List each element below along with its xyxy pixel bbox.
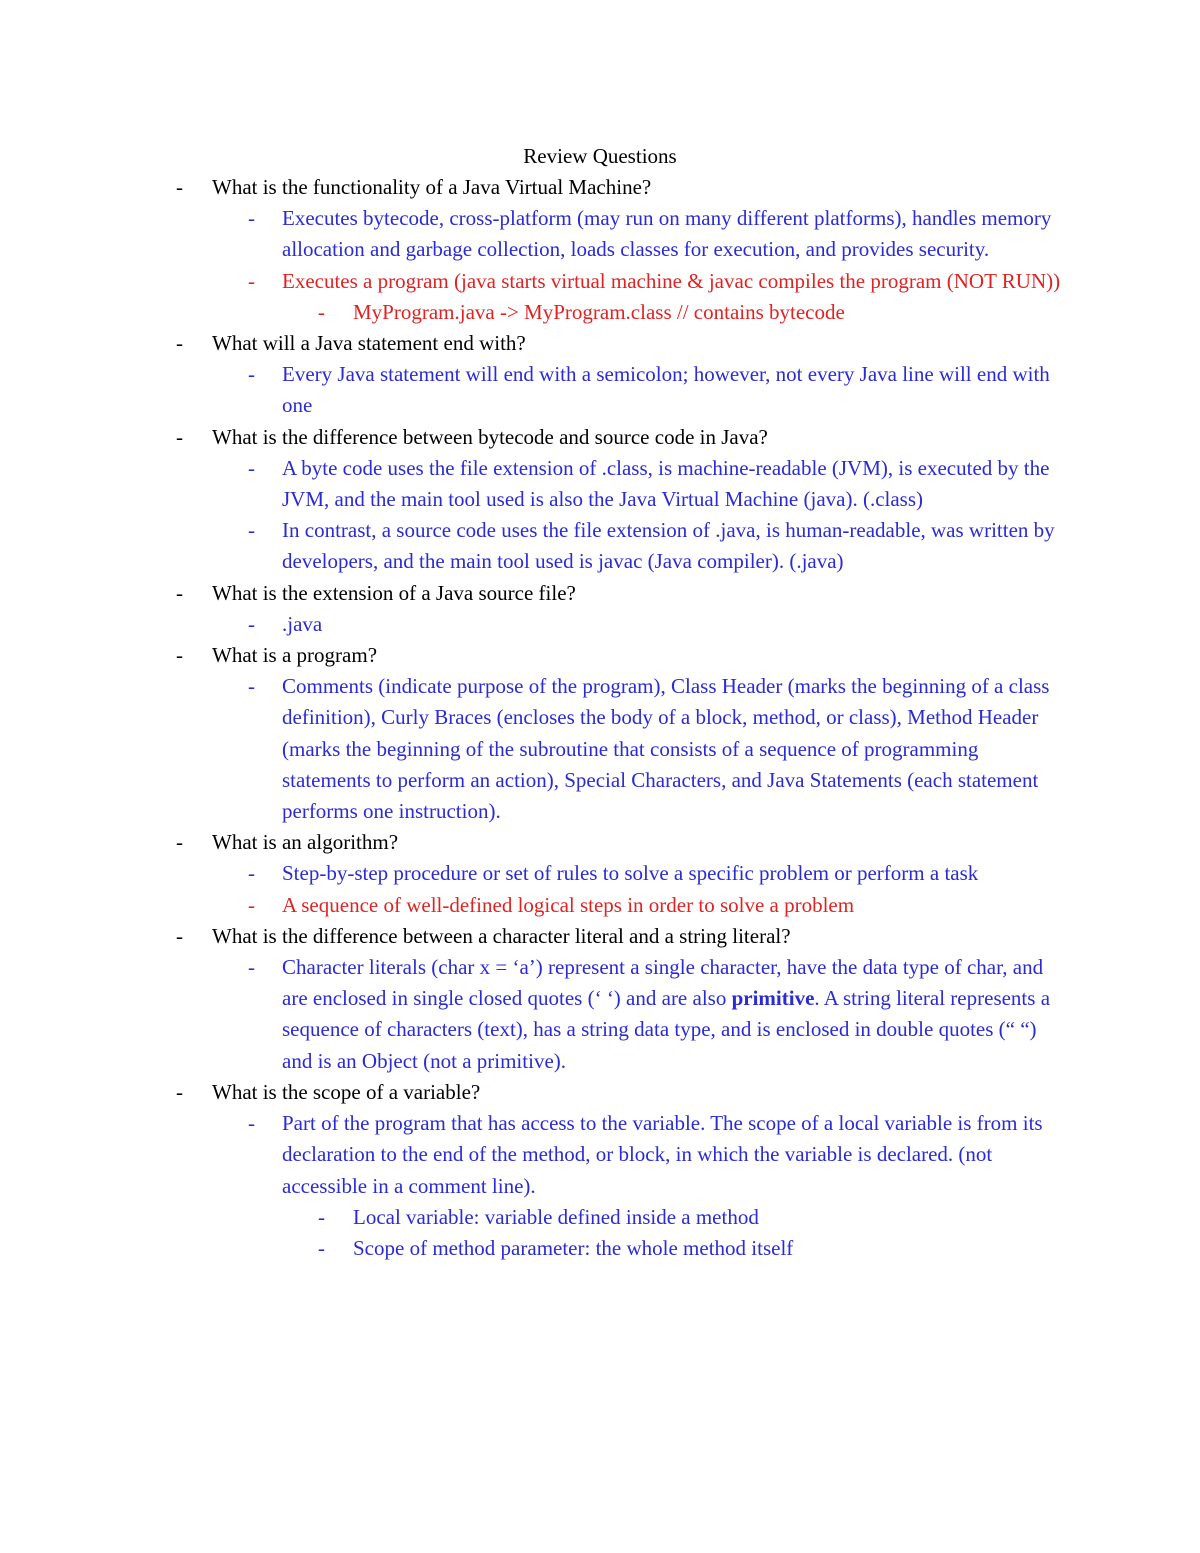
bullet-dash: - bbox=[248, 362, 255, 387]
answer-text: Part of the program that has access to the variable. The scope of a local variable is from its declaration to the end of the method, or block, in which the variable is declared. (not accessible in a comment line). bbox=[282, 1111, 1043, 1198]
question-literals bbox=[0, 921, 1072, 952]
question-text: What is the difference between a character literal and a string literal? bbox=[212, 923, 791, 948]
bullet-dash: - bbox=[248, 955, 255, 980]
bullet-dash: - bbox=[248, 518, 255, 543]
question-extension bbox=[0, 578, 1072, 609]
answer-jvm-1 bbox=[0, 203, 1072, 265]
answer-scope-sub-2 bbox=[0, 1233, 1073, 1264]
answer-bold-term: primitive bbox=[731, 986, 815, 1011]
bullet-dash: - bbox=[176, 580, 183, 605]
question-text: What is the scope of a variable? bbox=[212, 1079, 481, 1104]
bullet-dash: - bbox=[318, 1235, 325, 1260]
answer-text: A sequence of well-defined logical steps in order to solve a problem bbox=[282, 892, 855, 917]
question-algorithm bbox=[0, 827, 1072, 858]
bullet-dash: - bbox=[248, 892, 255, 917]
question-bytecode-source bbox=[0, 422, 1072, 453]
bullet-dash: - bbox=[176, 643, 183, 668]
answer-jvm-2-sub bbox=[0, 297, 1073, 328]
answer-algorithm-2 bbox=[0, 890, 1072, 921]
bullet-dash: - bbox=[248, 268, 255, 293]
bullet-dash: - bbox=[176, 923, 183, 948]
answer-text: Every Java statement will end with a semicolon; however, not every Java line will end with one bbox=[282, 362, 1050, 418]
answer-text: .java bbox=[282, 611, 323, 636]
answer-text: Scope of method parameter: the whole method itself bbox=[353, 1235, 794, 1260]
answer-text: Executes a program (java starts virtual machine & javac compiles the program (NOT RUN)) bbox=[282, 268, 1061, 293]
bullet-dash: - bbox=[248, 611, 255, 636]
question-statement-end bbox=[0, 328, 1072, 359]
bullet-dash: - bbox=[318, 1204, 325, 1229]
answer-text: A byte code uses the file extension of .class, is machine-readable (JVM), is executed by the JVM, and the main tool used is also the Java Virtual Machine (java). (.class) bbox=[282, 455, 1050, 512]
bullet-dash: - bbox=[176, 424, 183, 449]
question-program bbox=[0, 640, 1072, 671]
answer-text: Comments (indicate purpose of the program), Class Header (marks the beginning of a class definition), Curly Braces (encloses the body of a block, method, or class), Method Header (marks the beginning of the subroutine that consists of a sequence of programming statements to perform an action), Special Characters, and Java Statements (each statement performs one instruction). bbox=[282, 674, 1050, 824]
bullet-dash: - bbox=[248, 674, 255, 699]
question-text: What is a program? bbox=[212, 643, 378, 668]
answer-statement-end bbox=[0, 359, 1072, 421]
answer-source-code bbox=[0, 515, 1072, 577]
bullet-dash: - bbox=[176, 1079, 183, 1104]
bullet-dash: - bbox=[176, 331, 183, 356]
answer-text: In contrast, a source code uses the file extension of .java, is human-readable, was written by developers, and the main tool used is javac (Java compiler). (.java) bbox=[282, 518, 1055, 574]
bullet-dash: - bbox=[248, 1111, 255, 1136]
question-text: What is an algorithm? bbox=[212, 830, 399, 855]
question-text: What will a Java statement end with? bbox=[212, 331, 526, 356]
question-text: What is the extension of a Java source file? bbox=[212, 580, 576, 605]
answer-jvm-2 bbox=[0, 266, 1072, 297]
answer-extension bbox=[0, 609, 1072, 640]
bullet-dash: - bbox=[248, 206, 255, 231]
page-title: Review Questions bbox=[523, 144, 677, 168]
answer-scope-sub-1 bbox=[0, 1202, 1073, 1233]
answer-text: Step-by-step procedure or set of rules to solve a specific problem or perform a task bbox=[282, 861, 979, 886]
bullet-dash: - bbox=[176, 175, 183, 199]
answer-bytecode bbox=[0, 453, 1072, 515]
answer-text-part1: Character literals (char x = ‘a’) represent a single character, have the data type of char, and are enclosed in single closed quotes (‘ ‘) and are also bbox=[282, 955, 1044, 1011]
question-scope bbox=[0, 1077, 1072, 1108]
bullet-dash: - bbox=[248, 455, 255, 480]
answer-text-part2: . A string literal represents a sequence of characters (text), has a string data type, and is enclosed in double quotes (“ “) and is an Object (not a primitive). bbox=[282, 986, 1051, 1073]
bullet-dash: - bbox=[318, 299, 325, 324]
answer-program bbox=[0, 671, 1072, 827]
question-jvm bbox=[0, 172, 1072, 203]
bullet-dash: - bbox=[248, 861, 255, 886]
question-text: What is the difference between bytecode and source code in Java? bbox=[212, 424, 768, 449]
answer-literals bbox=[0, 952, 1072, 1077]
answer-algorithm-1 bbox=[0, 858, 1072, 889]
answer-scope bbox=[0, 1108, 1072, 1202]
answer-text: Local variable: variable defined inside a method bbox=[353, 1204, 759, 1229]
answer-text: MyProgram.java -> MyProgram.class // contains bytecode bbox=[353, 299, 845, 324]
bullet-dash: - bbox=[176, 830, 183, 855]
question-text: What is the functionality of a Java Virtual Machine? bbox=[212, 175, 652, 199]
answer-text: Executes bytecode, cross-platform (may run on many different platforms), handles memory allocation and garbage collection, loads classes for execution, and provides security. bbox=[282, 206, 1052, 262]
question-list bbox=[0, 172, 1200, 1264]
